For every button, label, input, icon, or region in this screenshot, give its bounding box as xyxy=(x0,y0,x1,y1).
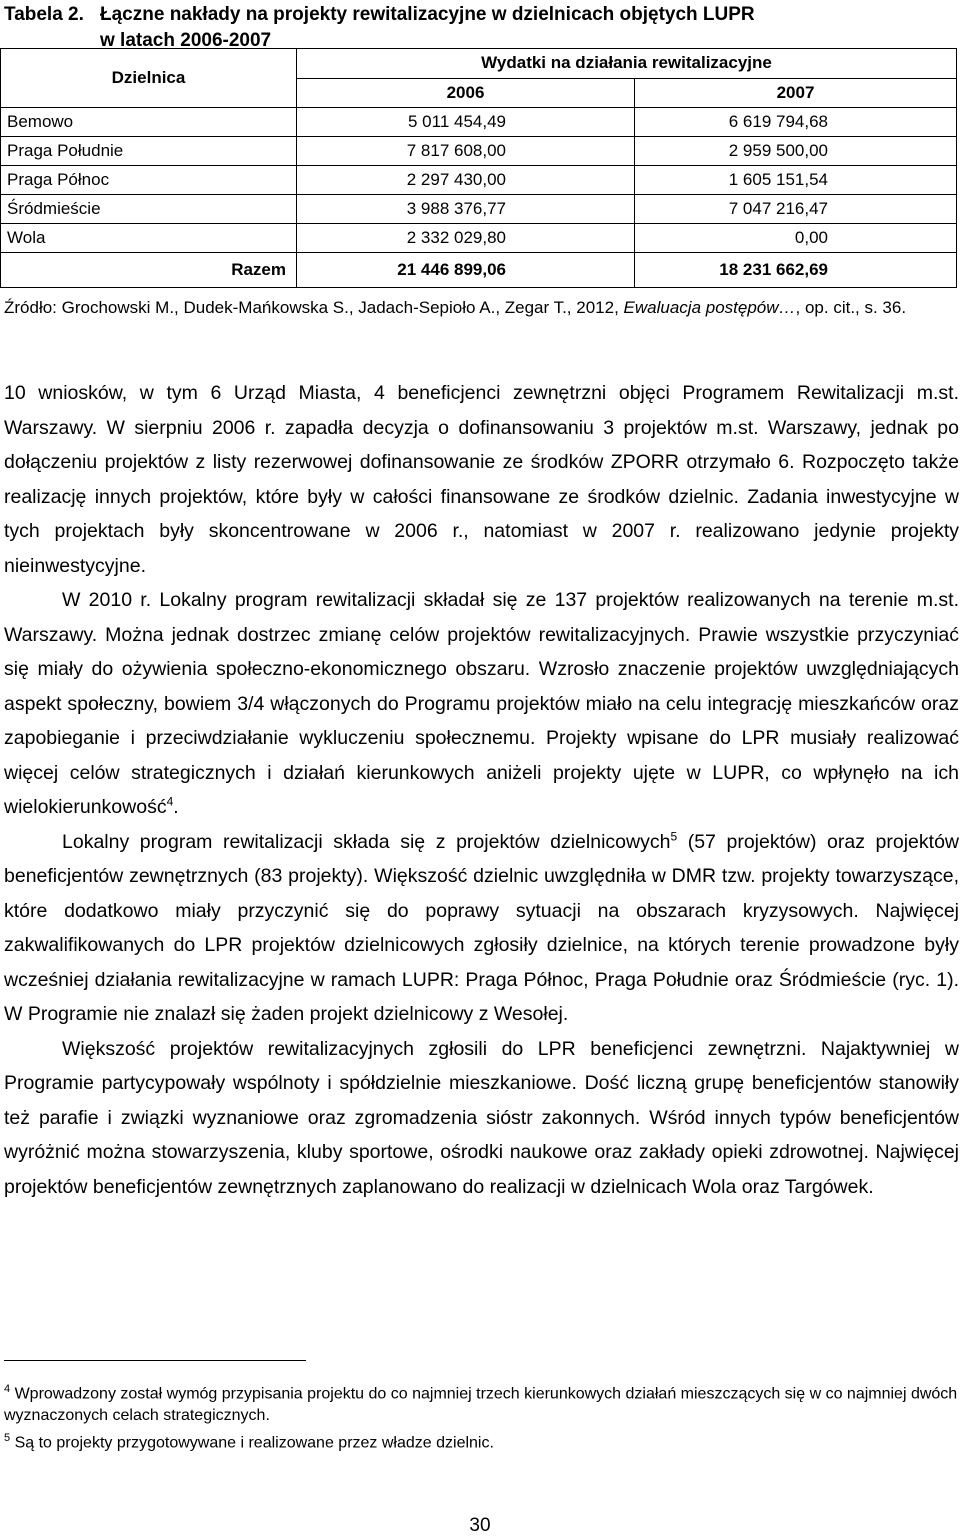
table-source xyxy=(4,298,956,318)
table-row xyxy=(1,166,957,195)
cell-district: Śródmieście xyxy=(1,195,297,224)
cell-2006: 7 817 608,00 xyxy=(297,137,635,166)
header-district: Dzielnica xyxy=(1,49,297,108)
cell-total-2007: 18 231 662,69 xyxy=(635,253,957,288)
cell-2006: 2 332 029,80 xyxy=(297,224,635,253)
table-caption-label: Tabela 2. xyxy=(4,4,84,25)
footnote-ref-5: 5 xyxy=(670,829,678,843)
expenditure-table xyxy=(0,48,957,288)
paragraph-2-text: W 2010 r. Lokalny program rewitalizacji składał się ze 137 projektów realizowanych na terenie m.st. Warszawy. Można jednak dostrzec zmianę celów projektów rewitalizacyjnych. Prawie wszystkie przyczyniać się miały do ożywienia społeczno-ekonomicznego obszaru. Wzrosło znaczenie projektów uwzględniających aspekt społeczny, bowiem 3/4 włączonych do Programu projektów miało na celu integrację mieszkańców oraz zapobieganie i przeciwdziałanie wykluczeniu społecznemu. Projekty wpisane do LPR musiały realizować więcej celów strategicznych i działań kierunkowych aniżeli projekty ujęte w LUPR, co wpłynęło na ich wielokierunkowość xyxy=(4,589,959,818)
table-header-row xyxy=(1,49,957,79)
cell-district: Bemowo xyxy=(1,108,297,137)
cell-2006: 2 297 430,00 xyxy=(297,166,635,195)
body-text xyxy=(4,376,959,1204)
paragraph-3-end: (57 projektów) oraz projektów beneficjentów zewnętrznych (83 projekty). Większość dzielnic uwzględniła w DMR tzw. projekty towarzyszące, które dodatkowo miały przyczynić się do poprawy sytuacji na obszarach kryzysowych. Najwięcej zakwalifikowanych do LPR projektów dzielnicowych zgłosiły dzielnice, na których terenie prowadzone były wcześniej działania rewitalizacyjne w ramach LUPR: Praga Północ, Praga Południe oraz Śródmieście (ryc. 1). W Programie nie znalazł się żaden projekt dzielnicowy z Wesołej. xyxy=(4,830,959,1025)
header-year-2007: 2007 xyxy=(635,78,957,108)
source-title: Ewaluacja postępów… xyxy=(623,298,796,317)
table-caption-title-line2: w latach 2006-2007 xyxy=(100,30,272,51)
cell-district: Praga Południe xyxy=(1,137,297,166)
table-caption xyxy=(4,2,755,54)
header-expenditure: Wydatki na działania rewitalizacyjne xyxy=(297,49,957,79)
table-total-row xyxy=(1,253,957,288)
cell-2006: 3 988 376,77 xyxy=(297,195,635,224)
footnote-5 xyxy=(4,1427,959,1454)
footnote-divider xyxy=(4,1360,306,1361)
table-row xyxy=(1,137,957,166)
paragraph-2 xyxy=(4,583,959,825)
cell-district: Wola xyxy=(1,224,297,253)
table-row xyxy=(1,195,957,224)
cell-2007: 1 605 151,54 xyxy=(635,166,957,195)
paragraph-3-text: Lokalny program rewitalizacji składa się z projektów dzielnicowych xyxy=(62,830,671,853)
cell-2006: 5 011 454,49 xyxy=(297,108,635,137)
footnote-text: Wprowadzony został wymóg przypisania projektu do co najmniej trzech kierunkowych działań mieszczących się w co najmniej dwóch wyznaczonych celach strategicznych. xyxy=(4,1385,958,1425)
cell-2007: 6 619 794,68 xyxy=(635,108,957,137)
paragraph-3 xyxy=(4,825,959,1032)
source-citation: , op. cit., s. 36. xyxy=(795,298,907,317)
source-authors: Źródło: Grochowski M., Dudek-Mańkowska S., Jadach-Sepioło A., Zegar T., 2012, xyxy=(4,298,624,317)
footnote-4 xyxy=(4,1378,959,1427)
footnote-number: 4 xyxy=(4,1383,11,1395)
table-caption-title: Łączne nakłady na projekty rewitalizacyjne w dzielnicach objętych LUPR xyxy=(100,4,755,25)
paragraph-2-end: . xyxy=(173,796,179,818)
table-row xyxy=(1,108,957,137)
footnote-number: 5 xyxy=(4,1432,11,1445)
cell-total-label: Razem xyxy=(1,253,297,288)
paragraph-4: Większość projektów rewitalizacyjnych zgłosili do LPR beneficjenci zewnętrzni. Najaktywniej w Programie partycypowały wspólnoty i spółdzielnie mieszkaniowe. Dość liczną grupę beneficjentów stanowiły też parafie i związki wyznaniowe oraz zgromadzenia sióstr zakonnych. Wśród innych typów beneficjentów wyróżnić można stowarzyszenia, kluby sportowe, ośrodki naukowe oraz zakłady opieki zdrowotnej. Najwięcej projektów beneficjentów zewnętrznych zaplanowano do realizacji w dzielnicach Wola oraz Targówek. xyxy=(4,1037,959,1198)
table-row xyxy=(1,224,957,253)
cell-district: Praga Północ xyxy=(1,166,297,195)
cell-2007: 7 047 216,47 xyxy=(635,195,957,224)
cell-total-2006: 21 446 899,06 xyxy=(297,253,635,288)
cell-2007: 2 959 500,00 xyxy=(635,137,957,166)
footnote-ref-4: 4 xyxy=(166,794,174,809)
cell-2007: 0,00 xyxy=(635,224,957,253)
paragraph-1: 10 wniosków, w tym 6 Urząd Miasta, 4 beneficjenci zewnętrzni objęci Programem Rewitalizacji m.st. Warszawy. W sierpniu 2006 r. zapadła decyzja o dofinansowaniu 3 projektów m.st. Warszawy, jednak po dołączeniu projektów z listy rezerwowej dofinansowanie ze środków ZPORR otrzymało 6. Rozpoczęto także realizację innych projektów, które były w całości finansowane ze środków dzielnic. Zadania inwestycyjne w tych projektach były skoncentrowane w 2006 r., natomiast w 2007 r. realizowano jedynie projekty nieinwestycyjne. xyxy=(4,382,959,577)
footnote-text: Są to projekty przygotowywane i realizowane przez władze dzielnic. xyxy=(10,1434,494,1452)
header-year-2006: 2006 xyxy=(297,78,635,108)
page-number: 30 xyxy=(469,1515,491,1536)
footnotes xyxy=(4,1378,959,1455)
